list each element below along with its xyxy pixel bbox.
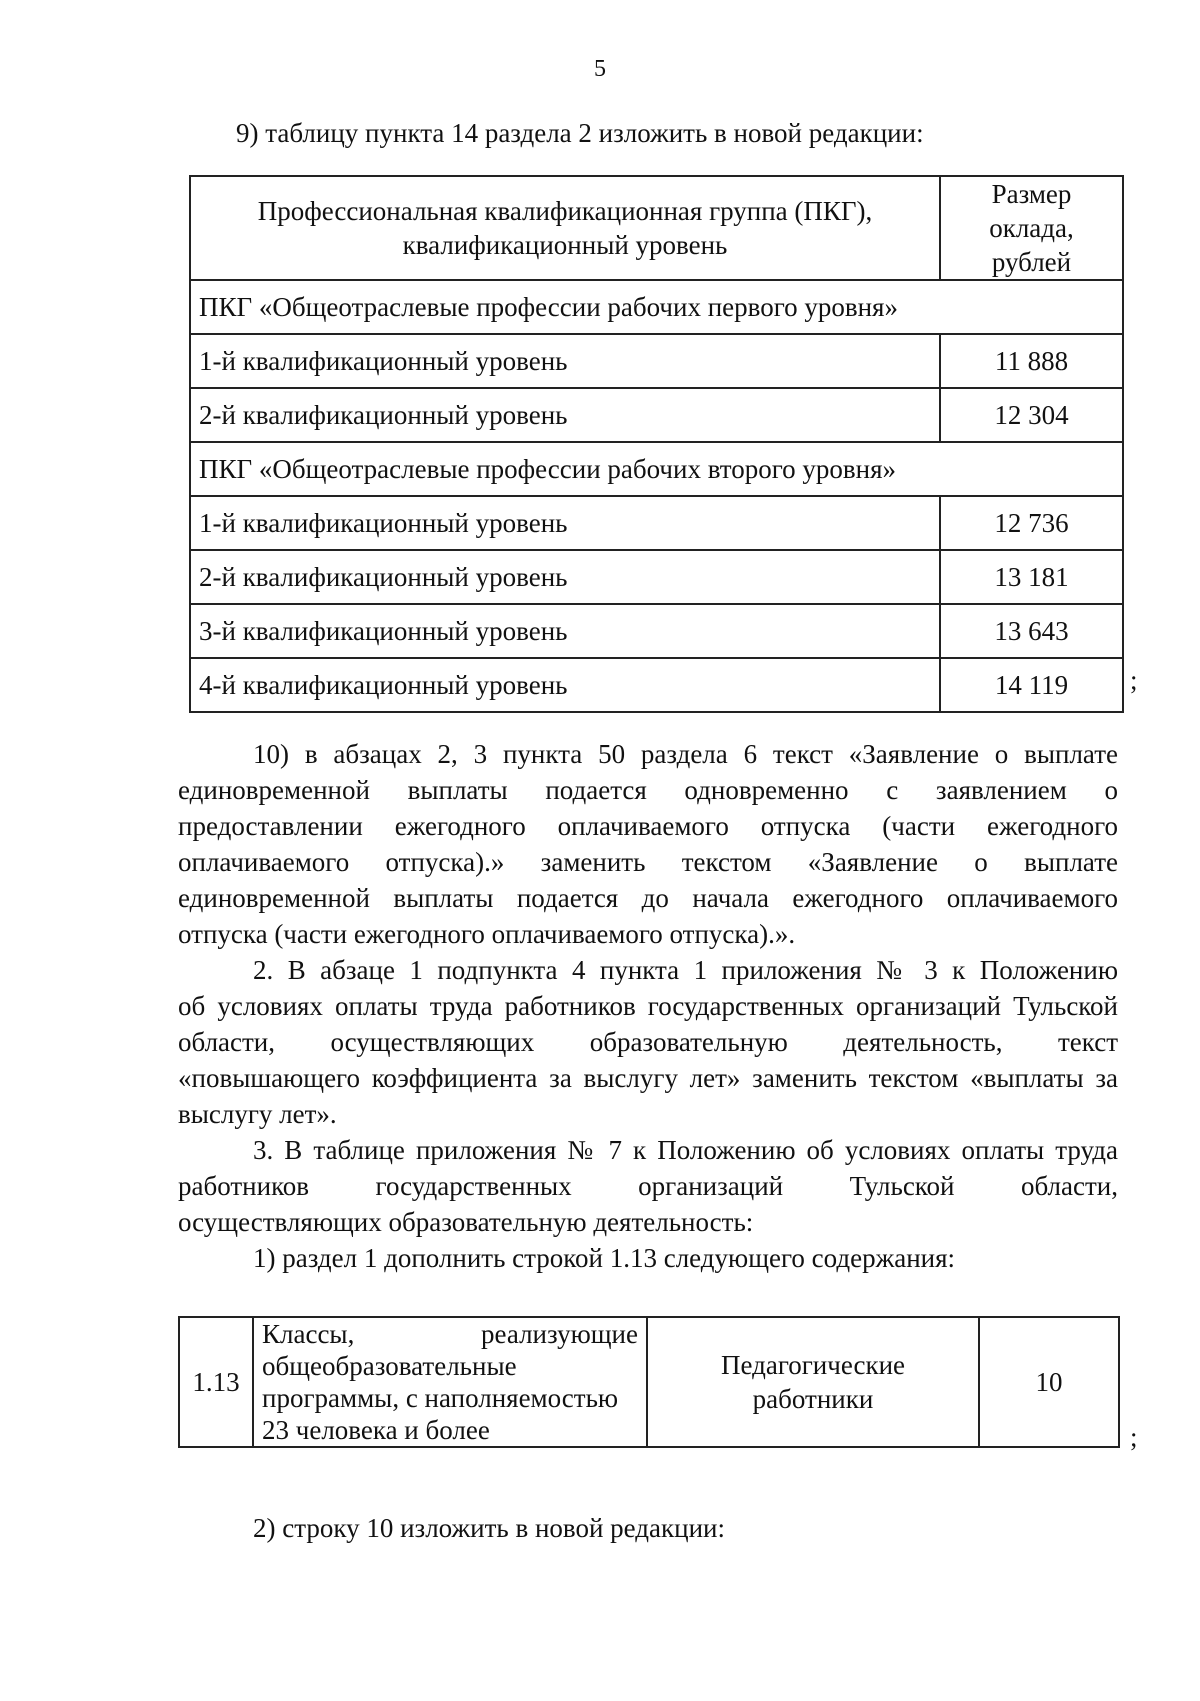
item-9-paragraph: 9) таблицу пункта 14 раздела 2 изложить в новой редакции: — [236, 118, 924, 148]
text-line: 3. В таблице приложения № 7 к Положению об условиях оплаты труда — [253, 1135, 1118, 1165]
description-line: Классы, реализующие — [262, 1319, 638, 1349]
row-1-13-table — [178, 1316, 1120, 1448]
table-row — [190, 604, 1123, 658]
table-row — [190, 658, 1123, 712]
text-line: предоставлении ежегодного оплачиваемого отпуска (части ежегодного — [178, 811, 1118, 841]
salary-cell: 12 304 — [940, 388, 1123, 442]
level-cell: 2-й квалификационный уровень — [190, 550, 940, 604]
text-line: единовременной выплаты подается одновременно с заявлением о — [178, 775, 1118, 805]
level-cell: 1-й квалификационный уровень — [190, 496, 940, 550]
staff-category-cell — [647, 1317, 979, 1447]
text-line: единовременной выплаты подается до начала ежегодного оплачиваемого — [178, 883, 1118, 913]
page-number: 5 — [594, 56, 606, 82]
level-cell: 3-й квалификационный уровень — [190, 604, 940, 658]
text-line: «повышающего коэффициента за выслугу лет» заменить текстом «выплаты за — [178, 1063, 1118, 1093]
text-line: 2. В абзаце 1 подпункта 4 пункта 1 приложения № 3 к Положению — [253, 955, 1118, 985]
description-line: общеобразовательные — [262, 1351, 517, 1381]
text-line: области, осуществляющих образовательную деятельность, текст — [178, 1027, 1118, 1057]
header-group-cell — [190, 176, 940, 280]
table-header-row — [190, 176, 1123, 280]
header-salary-line1: Размер оклада, — [989, 179, 1074, 243]
description-cell — [253, 1317, 647, 1447]
salary-cell: 14 119 — [940, 658, 1123, 712]
table-row — [190, 388, 1123, 442]
table-row — [190, 496, 1123, 550]
table-row — [179, 1317, 1119, 1447]
table-1-semicolon: ; — [1130, 665, 1138, 695]
salary-cell: 13 643 — [940, 604, 1123, 658]
value-cell: 10 — [979, 1317, 1119, 1447]
header-group-line1: Профессиональная квалификационная группа (ПКГ), — [257, 196, 873, 226]
group-title-1: ПКГ «Общеотраслевые профессии рабочих первого уровня» — [190, 280, 1123, 334]
text-line: отпуска (части ежегодного оплачиваемого отпуска).». — [178, 919, 796, 949]
text-line: работников государственных организаций Тульской области, — [178, 1171, 1118, 1201]
text-line: осуществляющих образовательную деятельность: — [178, 1207, 754, 1237]
staff-category-line2: работники — [752, 1384, 874, 1414]
table-row — [190, 550, 1123, 604]
item-3-paragraph — [178, 1132, 1118, 1240]
table-2-semicolon: ; — [1130, 1422, 1138, 1452]
item-10-paragraph — [178, 736, 1118, 952]
group-row — [190, 442, 1123, 496]
level-cell: 1-й квалификационный уровень — [190, 334, 940, 388]
description-line: программы, с наполняемостью — [262, 1383, 619, 1413]
text-line: 10) в абзацах 2, 3 пункта 50 раздела 6 текст «Заявление о выплате — [253, 739, 1118, 769]
text-line: выслугу лет». — [178, 1099, 337, 1129]
header-salary-cell — [940, 176, 1123, 280]
header-group-line2: квалификационный уровень — [402, 230, 728, 260]
item-2-paragraph — [178, 952, 1118, 1132]
staff-category-line1: Педагогические — [720, 1350, 906, 1380]
sub-item-1: 1) раздел 1 дополнить строкой 1.13 следующего содержания: — [253, 1243, 956, 1273]
group-title-2: ПКГ «Общеотраслевые профессии рабочих второго уровня» — [190, 442, 1123, 496]
text-line: об условиях оплаты труда работников государственных организаций Тульской — [178, 991, 1118, 1021]
salary-cell: 12 736 — [940, 496, 1123, 550]
salary-table — [189, 175, 1124, 713]
level-cell: 4-й квалификационный уровень — [190, 658, 940, 712]
description-line: 23 человека и более — [262, 1415, 490, 1445]
salary-cell: 13 181 — [940, 550, 1123, 604]
level-cell: 2-й квалификационный уровень — [190, 388, 940, 442]
group-row — [190, 280, 1123, 334]
sub-item-2: 2) строку 10 изложить в новой редакции: — [253, 1513, 725, 1543]
text-line: оплачиваемого отпуска).» заменить текстом «Заявление о выплате — [178, 847, 1118, 877]
salary-cell: 11 888 — [940, 334, 1123, 388]
header-salary-line2: рублей — [991, 247, 1072, 277]
row-number-cell: 1.13 — [179, 1317, 253, 1447]
table-row — [190, 334, 1123, 388]
